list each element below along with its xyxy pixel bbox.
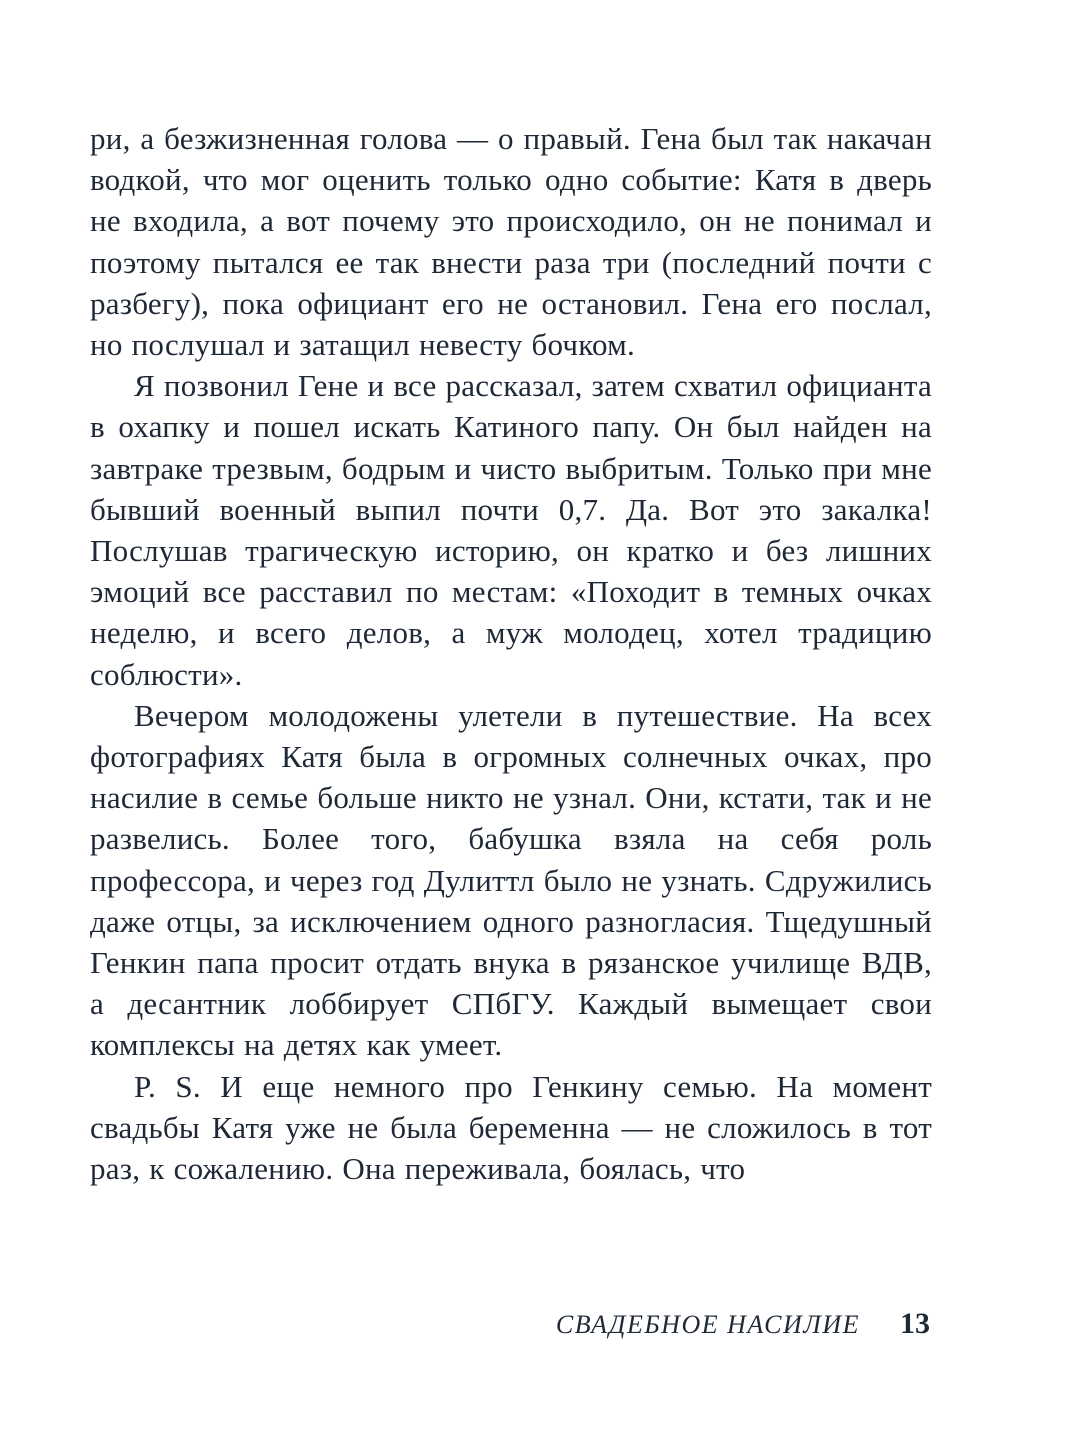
- paragraph: Вечером молодожены улетели в путешествие. На всех фотографиях Катя была в огромных солнечных очках, про насилие в семье больше никто не узнал. Они, кстати, так и не развелись. Более того, бабушка взяла на себя роль профессора, и через год Дулиттл было не узнать. Сдружились даже отцы, за исключением одного разногласия. Тщедушный Генкин папа просит отдать внука в рязанское училище ВДВ, а десантник лоббирует СПбГУ. Каждый вымещает свои комплексы на детях как умеет.: [90, 697, 932, 1063]
- page-text: [90, 118, 932, 1189]
- paragraph: Я позвонил Гене и все рассказал, затем схватил официанта в охапку и пошел искать Катиного папу. Он был найден на завтраке трезвым, бодрым и чисто выбритым. Только при мне бывший военный выпил почти 0,7. Да. Вот это закалка! Послушав трагическую историю, он кратко и без лишних эмоций все расставил по местам: «Походит в темных очках неделю, и всего делов, а муж молодец, хотел традицию соблюсти».: [90, 368, 932, 692]
- page-number: 13: [900, 1307, 930, 1340]
- paragraph: P. S. И еще немного про Генкину семью. На момент свадьбы Катя уже не была беременна — не сложилось в тот раз, к сожалению. Она переживала, боялась, что: [90, 1068, 932, 1187]
- paragraph: ри, а безжизненная голова — о правый. Гена был так накачан водкой, что мог оценить только одно событие: Катя в дверь не входила, а вот почему это происходило, он не понимал и поэтому пытался ее так внести раза три (последний почти с разбегу), пока официант его не остановил. Гена его послал, но послушал и затащил невесту бочком.: [90, 121, 932, 363]
- running-footer: [556, 1307, 930, 1341]
- chapter-title: СВАДЕБНОЕ НАСИЛИЕ: [555, 1310, 860, 1339]
